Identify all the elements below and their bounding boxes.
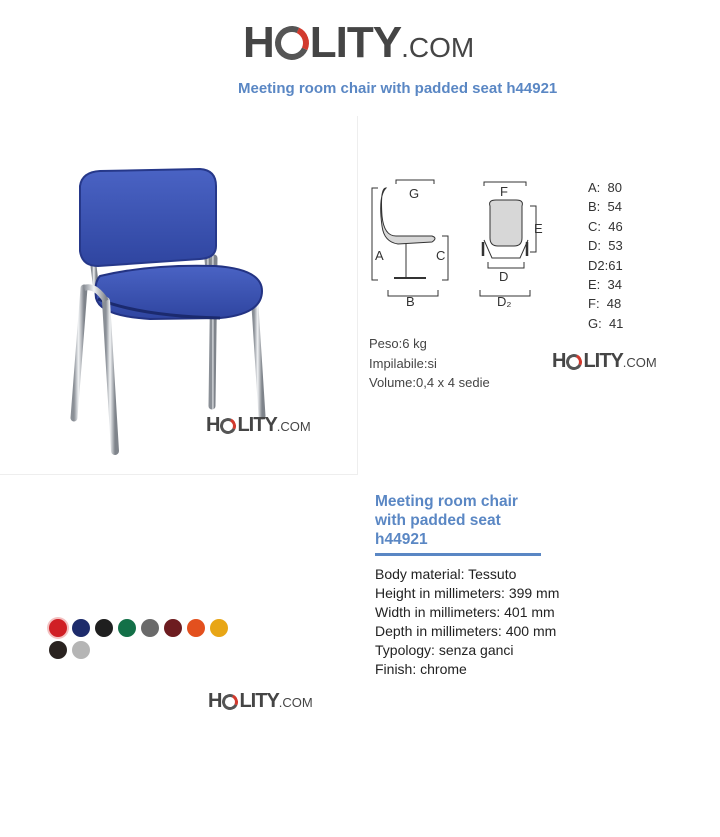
svg-text:G: G [409,186,420,201]
brand-logo[interactable]: H LITY .COM [243,18,475,67]
attribute-depth: Depth in millimeters: 400 mm [375,623,557,639]
attribute-height: Height in millimeters: 399 mm [375,585,560,601]
color-swatch[interactable] [164,619,182,637]
logo-ring-icon [220,691,241,712]
brand-logo-bottom: H LITY .COM [208,690,313,712]
color-swatch[interactable] [72,641,90,659]
color-swatch[interactable] [49,641,67,659]
color-swatch[interactable] [141,619,159,637]
color-swatch[interactable] [118,619,136,637]
dimension-b: B: 54 [588,199,622,215]
svg-text:E: E [534,221,543,236]
brand-logo-photo: H LITY .COM [206,414,311,436]
color-swatches [49,619,239,659]
svg-text:B: B [406,294,415,309]
attribute-material: Body material: Tessuto [375,566,517,582]
spec-weight: Peso:6 kg [369,336,427,351]
title-divider [375,553,541,556]
attribute-list [375,565,559,679]
spec-list [369,334,490,393]
dimension-e: E: 34 [588,277,622,293]
attribute-width: Width in millimeters: 401 mm [375,604,555,620]
dimension-c: C: 46 [588,218,623,234]
attribute-finish: Finish: chrome [375,661,467,677]
dimension-a: A: 80 [588,180,622,195]
color-swatch[interactable] [210,619,228,637]
logo-ring-icon [564,351,585,372]
dimension-diagram [366,176,566,311]
page-title: Meeting room chair with padded seat h44921 [238,80,558,97]
dimension-f: F: 48 [588,296,622,312]
dimension-d2: D2:61 [588,257,623,273]
color-swatch[interactable] [95,619,113,637]
color-swatch[interactable] [72,619,90,637]
dimension-g: G: 41 [588,315,624,331]
svg-text:D₂: D₂ [497,294,512,309]
dimension-d: D: 53 [588,238,623,254]
product-title: Meeting room chair with padded seat h44921 [375,493,518,548]
spec-volume: Volume:0,4 x 4 sedie [369,375,490,390]
svg-text:A: A [375,248,384,263]
logo-ring-icon [270,21,314,65]
logo-ring-icon [218,415,239,436]
spec-stackable: Impilabile:si [369,355,437,371]
svg-text:C: C [436,248,446,263]
dimension-list [588,178,623,333]
color-swatch[interactable] [49,619,67,637]
attribute-typology: Typology: senza ganci [375,642,514,658]
color-swatch[interactable] [187,619,205,637]
brand-logo-diagram: H LITY .COM [552,350,657,372]
svg-text:D: D [499,269,509,284]
svg-text:F: F [500,184,508,199]
